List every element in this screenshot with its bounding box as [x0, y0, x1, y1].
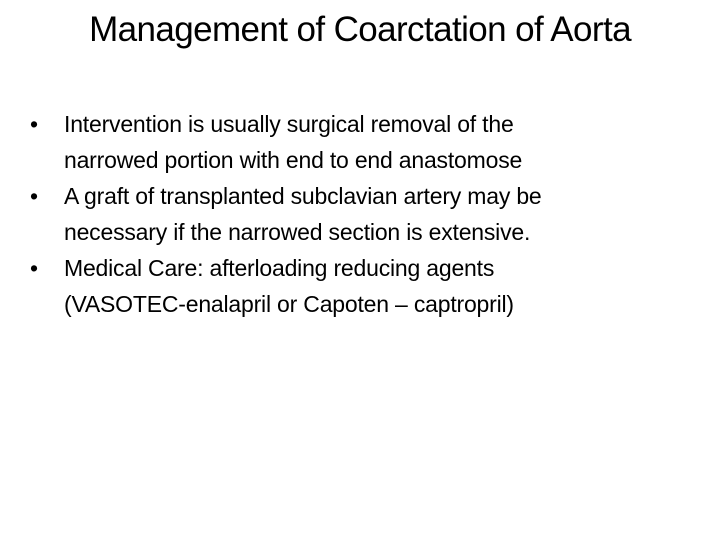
bullet-item [30, 178, 670, 250]
slide-title: Management of Coarctation of Aorta [89, 10, 631, 49]
bullet-line: (VASOTEC-enalapril or Capoten – captropril) [64, 291, 514, 317]
bullet-line: A graft of transplanted subclavian artery may be [64, 183, 542, 209]
bullet-item [30, 106, 670, 178]
bullet-icon: • [30, 255, 38, 281]
bullet-list [30, 106, 670, 322]
bullet-item [30, 250, 670, 322]
bullet-line: necessary if the narrowed section is extensive. [64, 219, 531, 245]
bullet-icon: • [30, 183, 38, 209]
bullet-line: Medical Care: afterloading reducing agents [64, 255, 495, 281]
bullet-line: narrowed portion with end to end anastomose [64, 147, 523, 173]
bullet-icon: • [30, 111, 38, 137]
bullet-line: Intervention is usually surgical removal of the [64, 111, 514, 137]
